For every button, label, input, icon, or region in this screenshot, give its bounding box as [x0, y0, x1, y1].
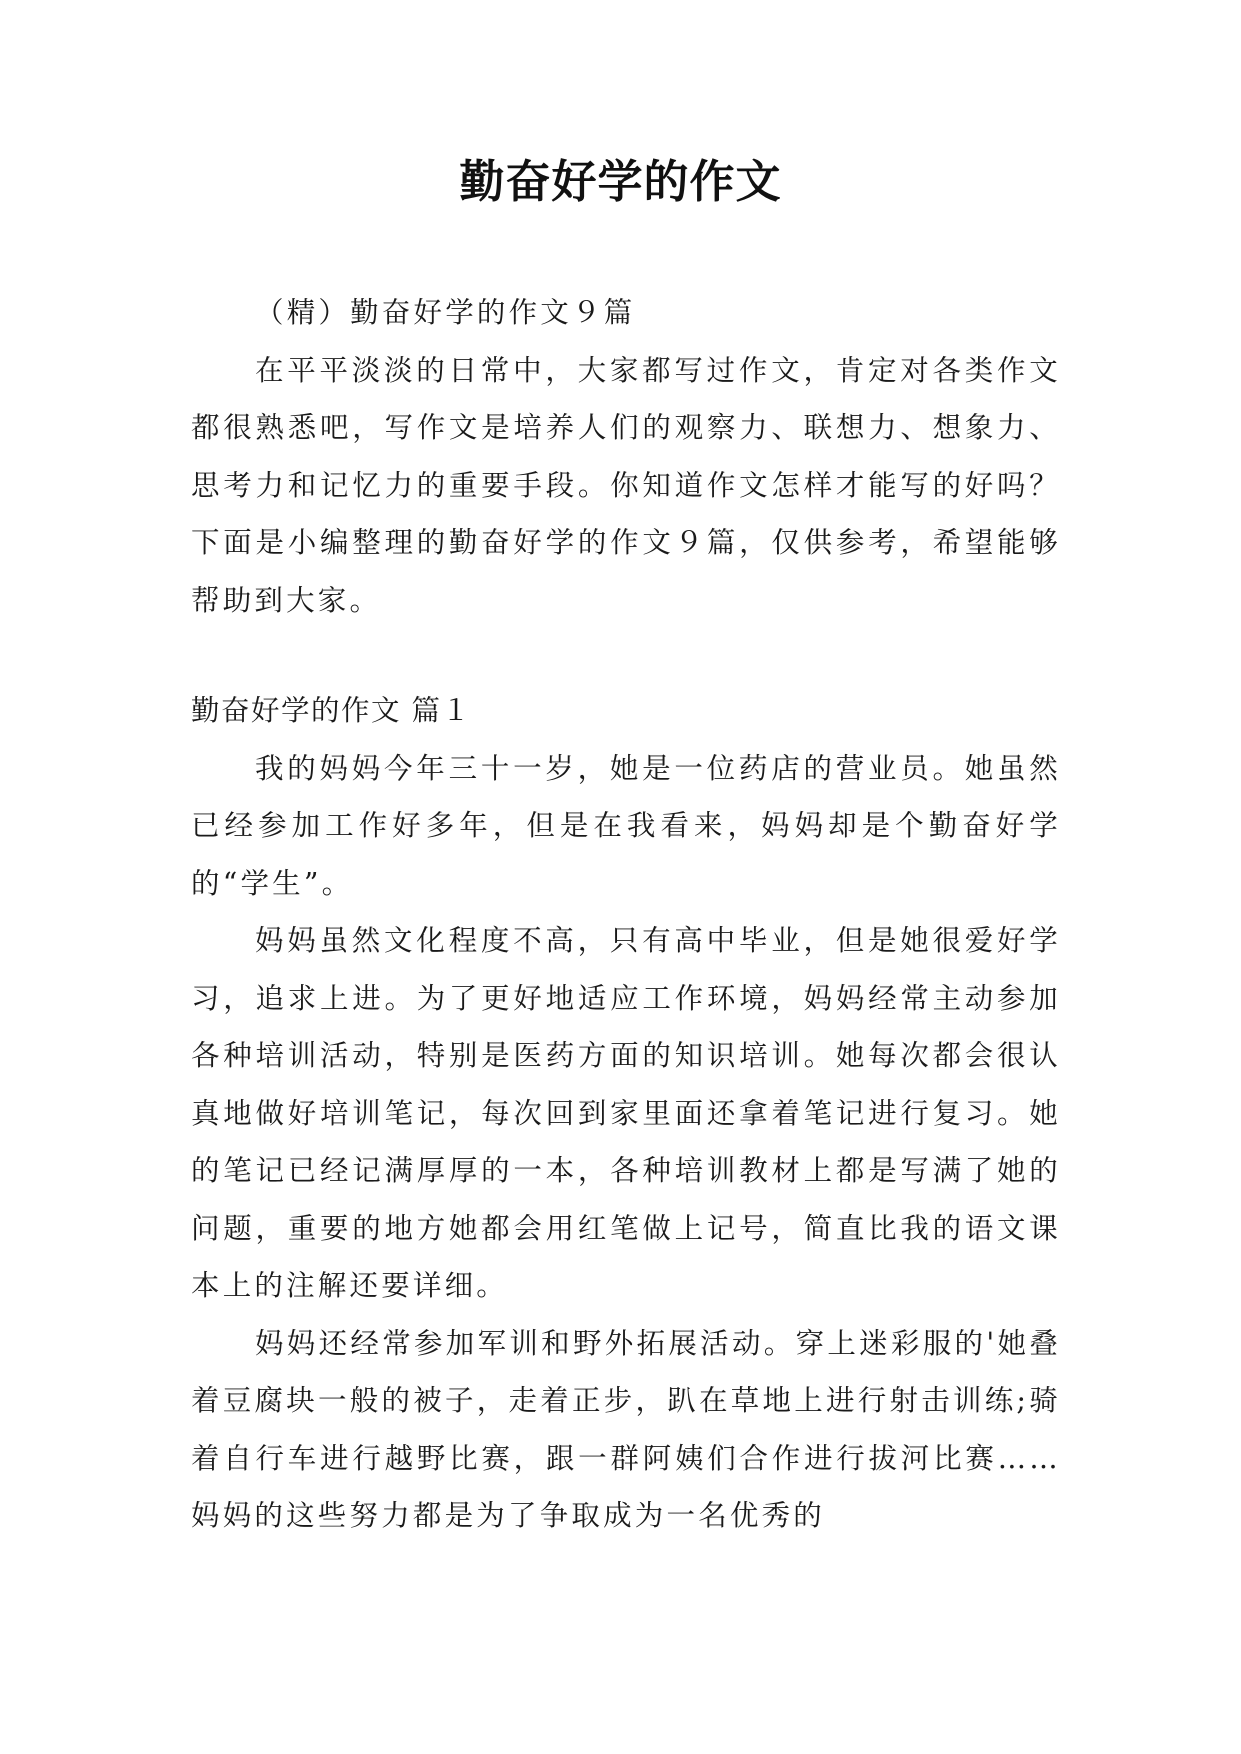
document-body	[191, 284, 1061, 1545]
body-paragraph: 我的妈妈今年三十一岁，她是一位药店的营业员。她虽然已经参加工作好多年，但是在我看来，妈妈却是个勤奋好学的“学生”。	[191, 751, 1061, 900]
document-title: 勤奋好学的作文	[459, 155, 782, 208]
section-heading: 勤奋好学的作文 篇１	[191, 694, 472, 727]
document-subtitle: （精）勤奋好学的作文９篇	[255, 296, 636, 329]
intro-paragraph: 在平平淡淡的日常中，大家都写过作文，肯定对各类作文都很熟悉吧，写作文是培养人们的观察力、联想力、想象力、思考力和记忆力的重要手段。你知道作文怎样才能写的好吗？下面是小编整理的勤奋好学的作文９篇，仅供参考，希望能够帮助到大家。	[191, 353, 1061, 617]
body-paragraph: 妈妈虽然文化程度不高，只有高中毕业，但是她很爱好学习，追求上进。为了更好地适应工作环境，妈妈经常主动参加各种培训活动，特别是医药方面的知识培训。她每次都会很认真地做好培训笔记，每次回到家里面还拿着笔记进行复习。她的笔记已经记满厚厚的一本，各种培训教材上都是写满了她的问题，重要的地方她都会用红笔做上记号，简直比我的语文课本上的注解还要详细。	[191, 924, 1061, 1302]
body-paragraph: 妈妈还经常参加军训和野外拓展活动。穿上迷彩服的'她叠着豆腐块一般的被子，走着正步，趴在草地上进行射击训练;骑着自行车进行越野比赛，跟一群阿姨们合作进行拔河比赛……妈妈的这些努力都是为了争取成为一名优秀的	[191, 1326, 1061, 1532]
